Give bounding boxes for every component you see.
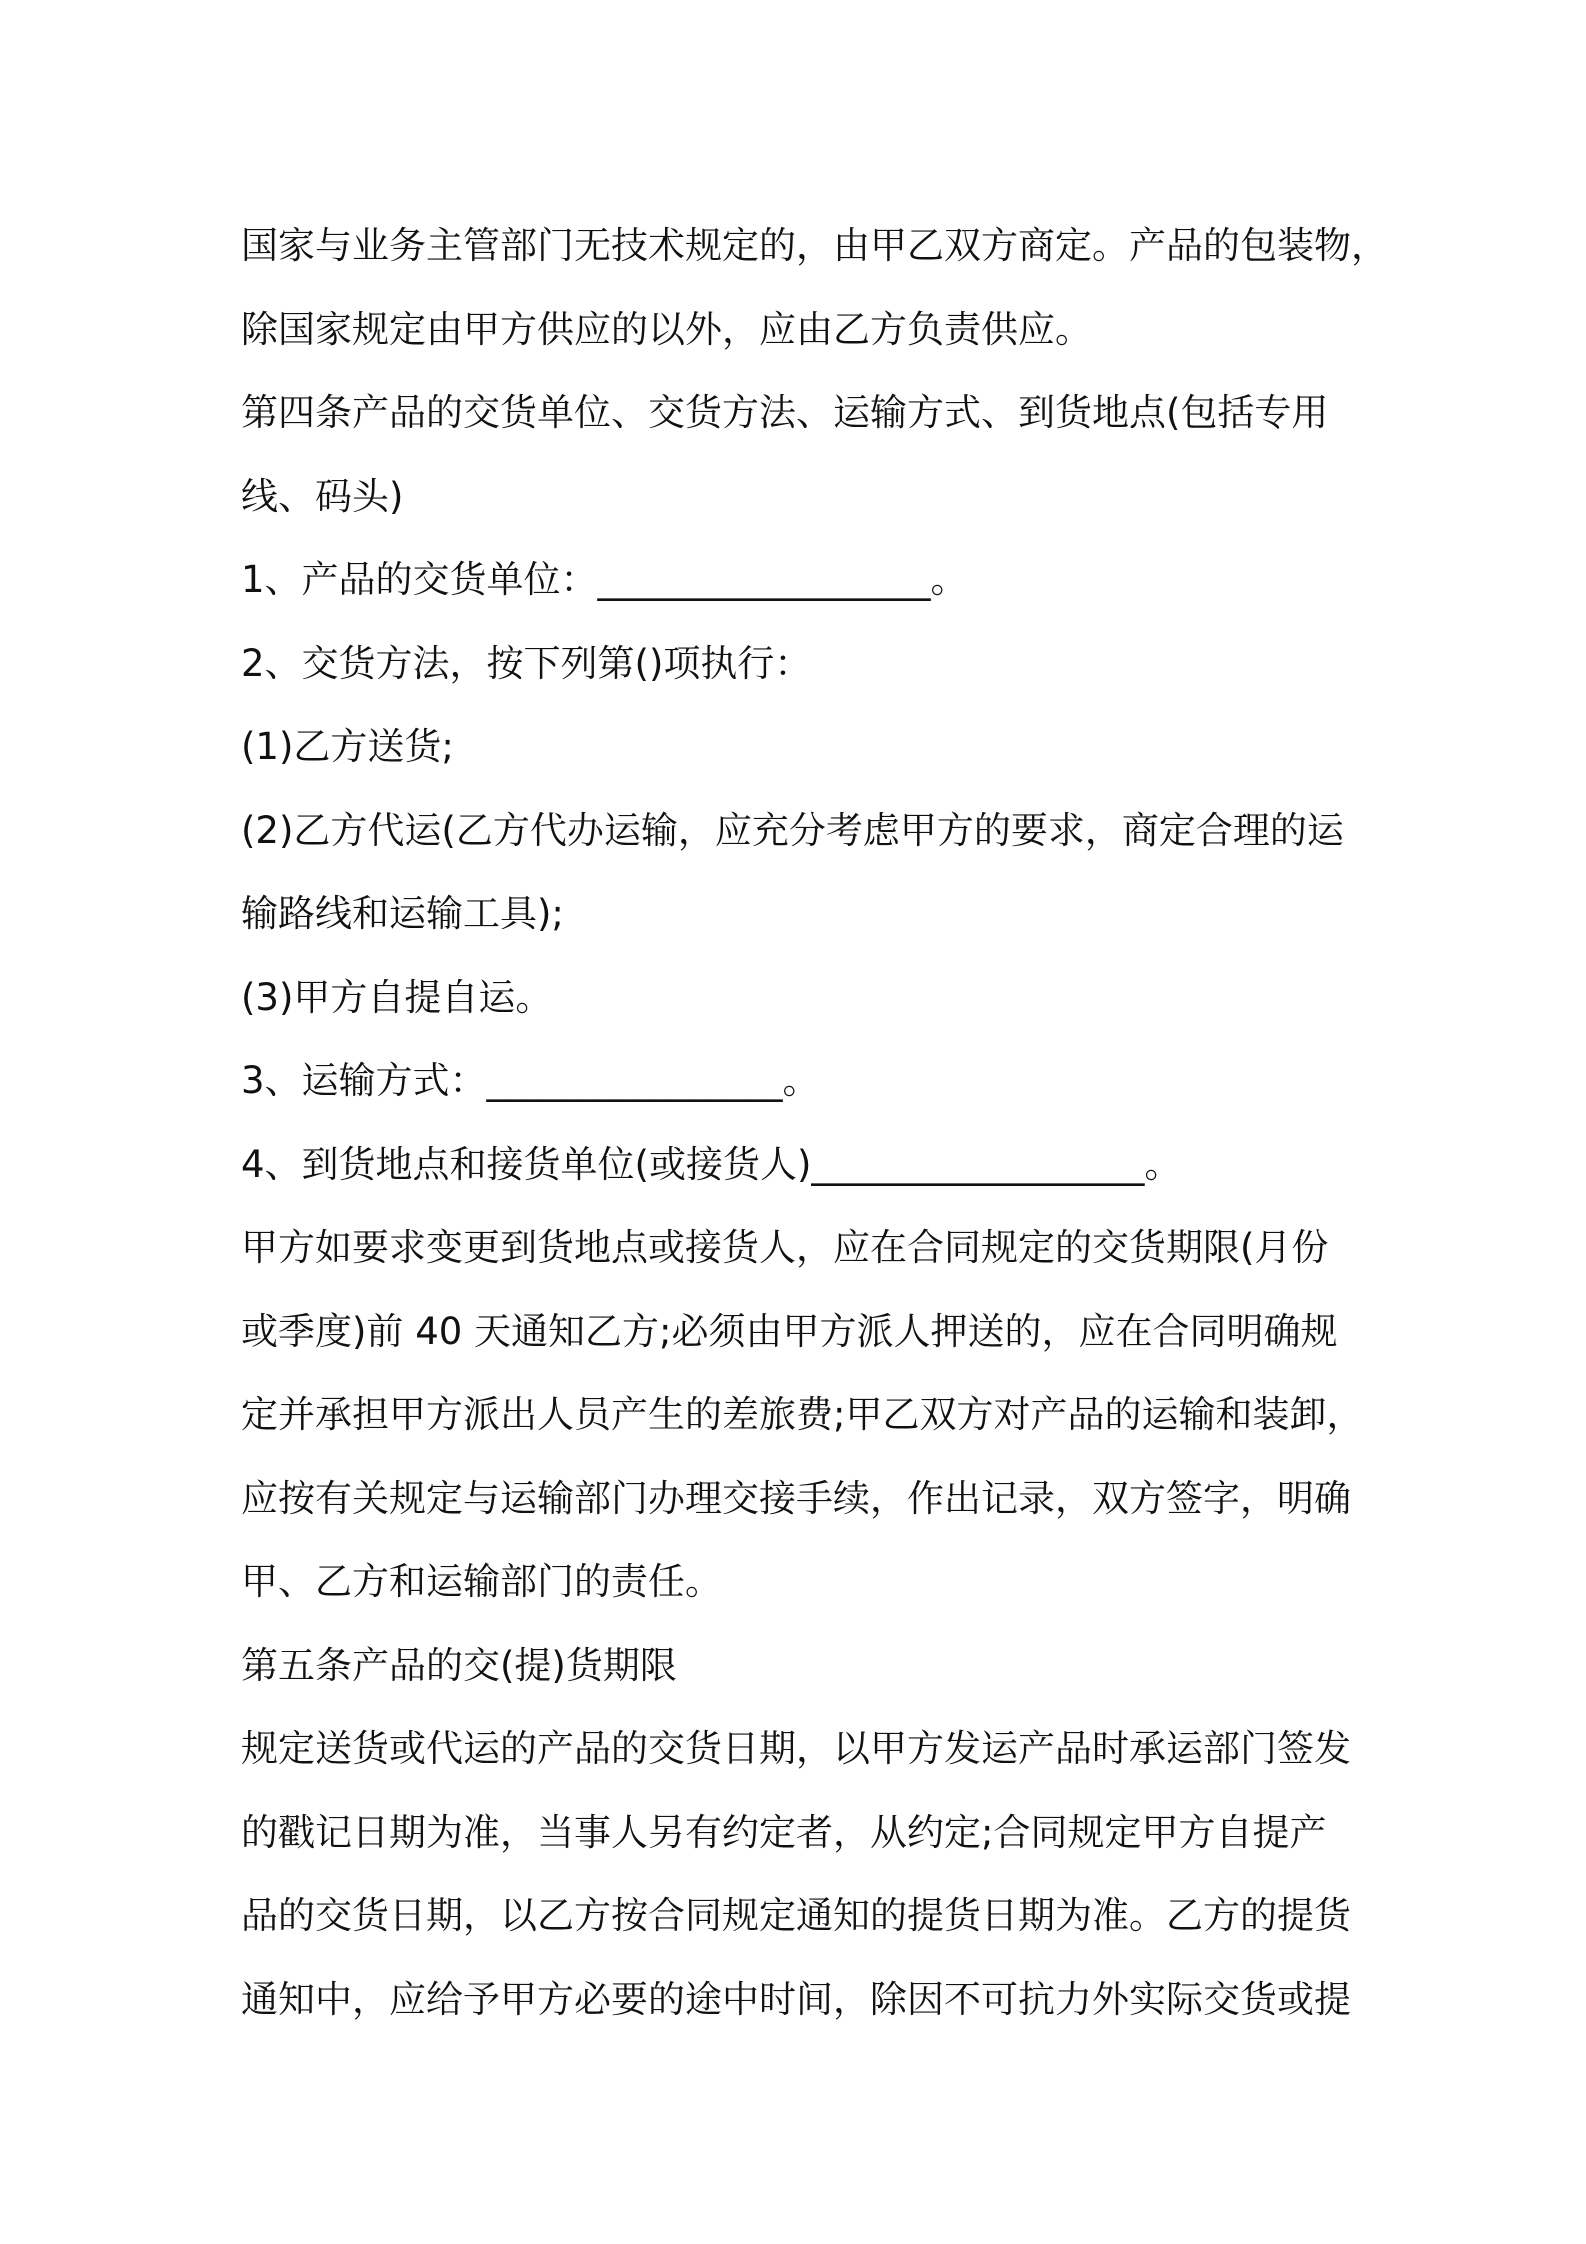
paragraph-line: 甲、乙方和运输部门的责任。 (241, 1560, 722, 1603)
article-heading: 第四条产品的交货单位、交货方法、运输方式、到货地点(包括专用 (241, 391, 1329, 434)
article-heading: 第五条产品的交(提)货期限 (241, 1643, 677, 1687)
list-item: 2、交货方法，按下列第()项执行： (241, 641, 812, 685)
paragraph-line: 通知中，应给予甲方必要的途中时间，除因不可抗力外实际交货或提 (241, 1977, 1351, 2021)
paragraph-line: 甲方如要求变更到货地点或接货人，应在合同规定的交货期限(月份 (241, 1226, 1329, 1269)
paragraph-line: 除国家规定由甲方供应的以外，应由乙方负责供应。 (241, 307, 1092, 351)
list-item: (3)甲方自提自运。 (241, 975, 553, 1019)
paragraph-line: 国家与业务主管部门无技术规定的，由甲乙双方商定。产品的包装物， (241, 224, 1388, 267)
list-item: (1)乙方送货; (241, 725, 454, 768)
list-item: 4、到货地点和接货单位(或接货人)__________________。 (241, 1142, 1182, 1186)
paragraph-line: 的戳记日期为准，当事人另有约定者，从约定;合同规定甲方自提产 (241, 1810, 1327, 1854)
document-body (241, 204, 1388, 2041)
list-item: (2)乙方代运(乙方代办运输，应充分考虑甲方的要求，商定合理的运 (241, 808, 1344, 852)
list-item: 3、运输方式：________________。 (241, 1059, 820, 1102)
paragraph-line: 规定送货或代运的产品的交货日期，以甲方发运产品时承运部门签发 (241, 1727, 1351, 1770)
paragraph-line: 品的交货日期，以乙方按合同规定通知的提货日期为准。乙方的提货 (241, 1894, 1351, 1937)
list-item: 输路线和运输工具); (241, 892, 564, 935)
paragraph-line: 或季度)前 40 天通知乙方;必须由甲方派人押送的，应在合同明确规 (241, 1309, 1338, 1353)
paragraph-line: 应按有关规定与运输部门办理交接手续，作出记录，双方签字，明确 (241, 1476, 1351, 1520)
article-heading: 线、码头) (241, 474, 404, 518)
list-item: 1、产品的交货单位：__________________。 (241, 558, 968, 601)
paragraph-line: 定并承担甲方派出人员产生的差旅费;甲乙双方对产品的运输和装卸， (241, 1393, 1364, 1436)
